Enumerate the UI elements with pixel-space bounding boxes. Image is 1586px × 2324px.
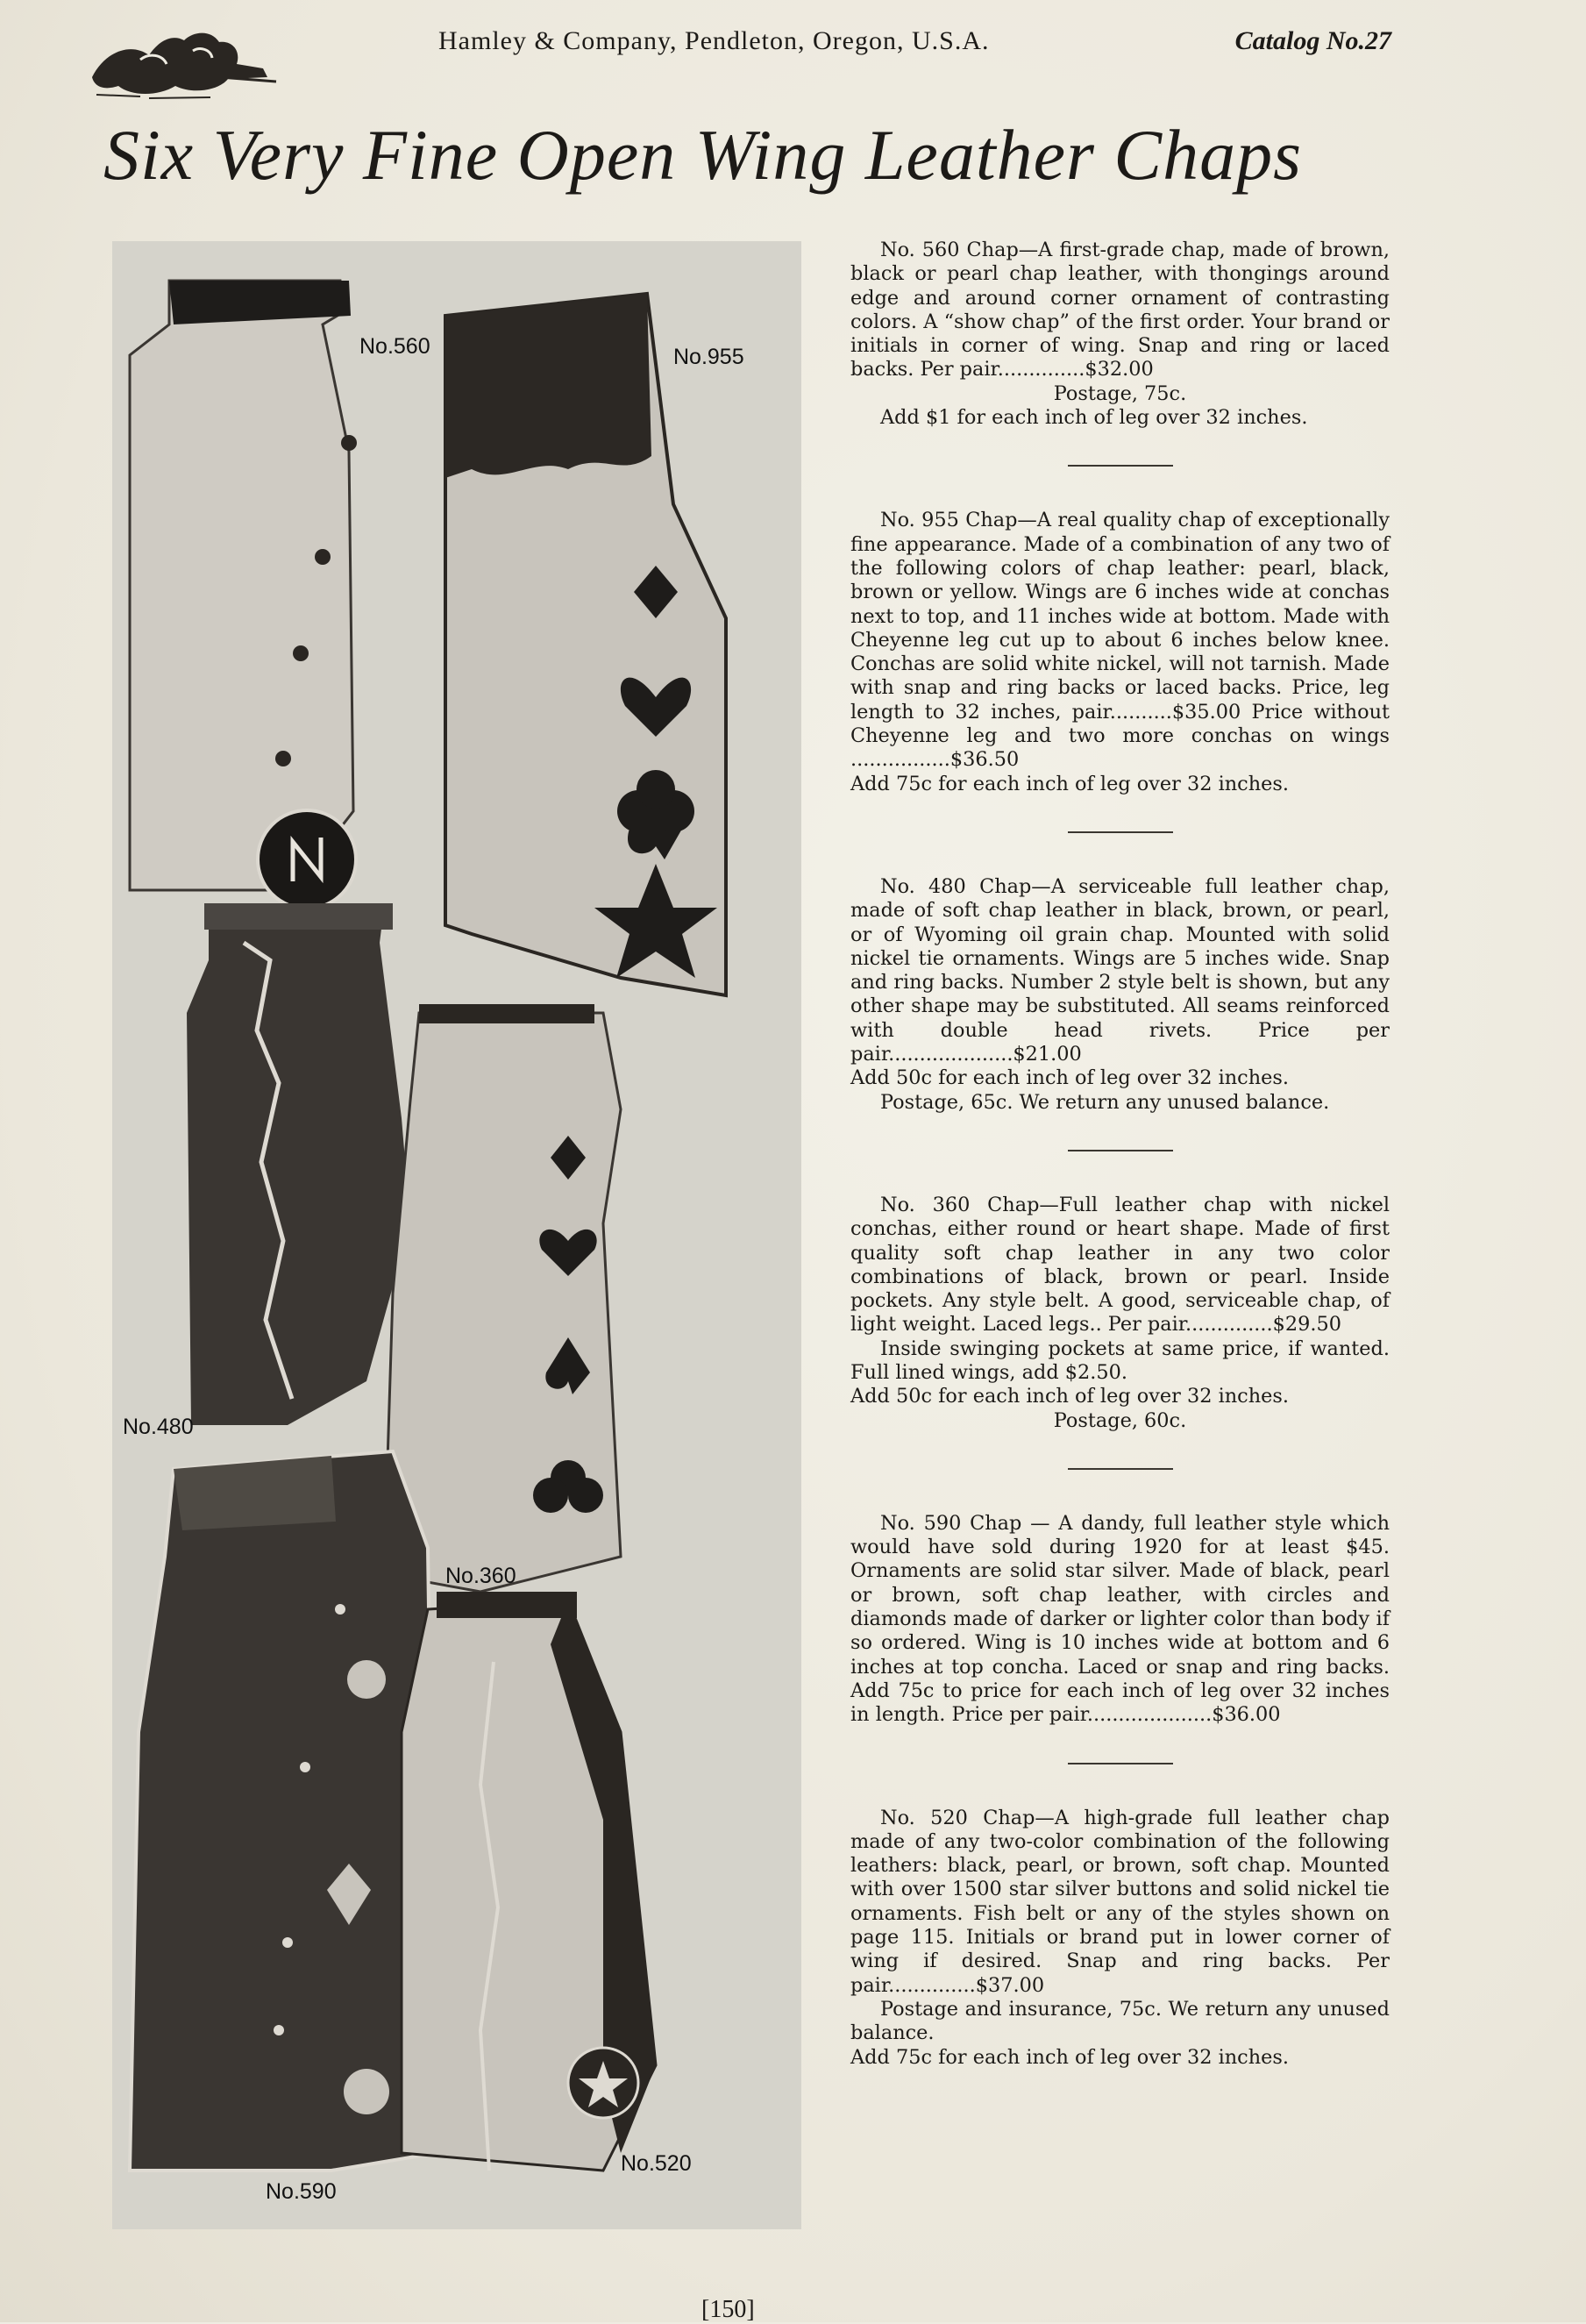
chap-360-image xyxy=(384,1004,621,1592)
product-note: Inside swinging pockets at same price, if wanted. Full lined wings, add $2.50. xyxy=(850,1337,1390,1384)
product-postage: Postage, 60c. xyxy=(1053,1408,1187,1432)
photo-label-520: No.520 xyxy=(621,2151,692,2176)
product-590 xyxy=(850,1512,1390,1728)
photo-label-955: No.955 xyxy=(673,345,744,369)
product-body: No. 360 Chap—Full leather chap with nickel conchas, either round or heart shape. Made of first quality soft chap leather in any two color combinations of black, brown or pearl. Inside pockets. Any style belt. A good, serviceable chap, of light weight. Laced legs.. Per pair..............$29.50 xyxy=(850,1193,1390,1337)
page-title: Six Very Fine Open Wing Leather Chaps xyxy=(103,115,1303,195)
photo-label-560: No.560 xyxy=(359,334,430,359)
divider xyxy=(1068,465,1173,467)
product-extra: Add 50c for each inch of leg over 32 inches. xyxy=(850,1385,1289,1408)
product-955 xyxy=(850,509,1390,796)
photo-label-480: No.480 xyxy=(123,1415,194,1439)
product-extra: Add 50c for each inch of leg over 32 inches. xyxy=(850,1066,1289,1090)
product-560 xyxy=(850,239,1390,430)
product-postage: Postage, 65c. We return any unused balance. xyxy=(880,1090,1330,1114)
divider xyxy=(1068,1150,1173,1151)
product-extra: Add $1 for each inch of leg over 32 inches. xyxy=(880,406,1308,430)
product-360 xyxy=(850,1194,1390,1433)
photo-label-360: No.360 xyxy=(445,1564,516,1588)
product-body: No. 955 Chap—A real quality chap of exceptionally fine appearance. Made of a combination of any two of the following colors of chap leather: pearl, black, brown or yellow. Wings are 6 inches wide at conchas next to top, and 11 inches wide at bottom. Made with Cheyenne leg cut up to about 6 inches below knee. Conchas are solid white nickel, will not tarnish. Made with snap and ring backs or laced backs. Price, leg length to 32 inches, pair..........$35.00 Price without Cheyenne leg and two more conchas on wings ................$36.50 xyxy=(850,509,1390,772)
product-body: No. 590 Chap — A dandy, full leather style which would have sold during 1920 for at least $45. Ornaments are solid star silver. Made of black, pearl or brown, soft chap leather, with circles and diamonds made of darker or lighter color than body if so ordered. Wing is 10 inches wide at bottom and 6 inches at top concha. Laced or snap and ring backs. Add 75c to price for each inch of leg over 32 inches in length. Price per pair....................$36.00 xyxy=(850,1511,1390,1727)
company-header: Hamley & Company, Pendleton, Oregon, U.S.A. xyxy=(438,26,990,55)
product-480 xyxy=(850,875,1390,1115)
chap-560-image xyxy=(130,281,357,909)
page-number: [150] xyxy=(701,2296,755,2323)
product-postage: Postage, 75c. xyxy=(1053,381,1187,405)
photo-label-590: No.590 xyxy=(266,2179,337,2204)
product-body: No. 520 Chap—A high-grade full leather chap made of any two-color combination of the following leathers: black, pearl, or brown, soft chap. Mounted with over 1500 star silver buttons and solid nickel tie ornaments. Fish belt or any of the styles shown on page 115. Initials or brand put in lower corner of wing if desired. Snap and ring backs. Per pair..............$37.00 xyxy=(850,1806,1390,1997)
product-descriptions xyxy=(850,239,1390,2070)
product-extra: Add 75c for each inch of leg over 32 inches. xyxy=(850,2045,1289,2069)
product-body: No. 560 Chap—A first-grade chap, made of brown, black or pearl chap leather, with thongings around edge and around corner ornament of contrasting colors. A “show chap” of the first order. Your brand or initials in corner of wing. Snap and ring or laced backs. Per pair..............$32.00 xyxy=(850,239,1390,381)
chap-590-image xyxy=(130,1451,437,2171)
catalog-number: Catalog No.27 xyxy=(1234,26,1391,55)
product-extra: Add 75c for each inch of leg over 32 inches. xyxy=(850,772,1289,795)
cowboy-vignette-logo xyxy=(88,16,281,103)
product-postage: Postage and insurance, 75c. We return any unused balance. xyxy=(850,1997,1390,2045)
divider xyxy=(1068,1763,1173,1764)
product-body: No. 480 Chap—A serviceable full leather chap, made of soft chap leather in black, brown, or pearl, or of Wyoming oil grain chap. Mounted with solid nickel tie ornaments. Wings are 5 inches wide. Snap and ring backs. Number 2 style belt is shown, but any other shape may be substituted. All seams reinforced with double head rivets. Price per pair....................$21.00 xyxy=(850,874,1390,1066)
divider xyxy=(1068,1468,1173,1470)
product-520 xyxy=(850,1807,1390,2070)
chaps-photograph xyxy=(112,241,801,2229)
divider xyxy=(1068,831,1173,833)
